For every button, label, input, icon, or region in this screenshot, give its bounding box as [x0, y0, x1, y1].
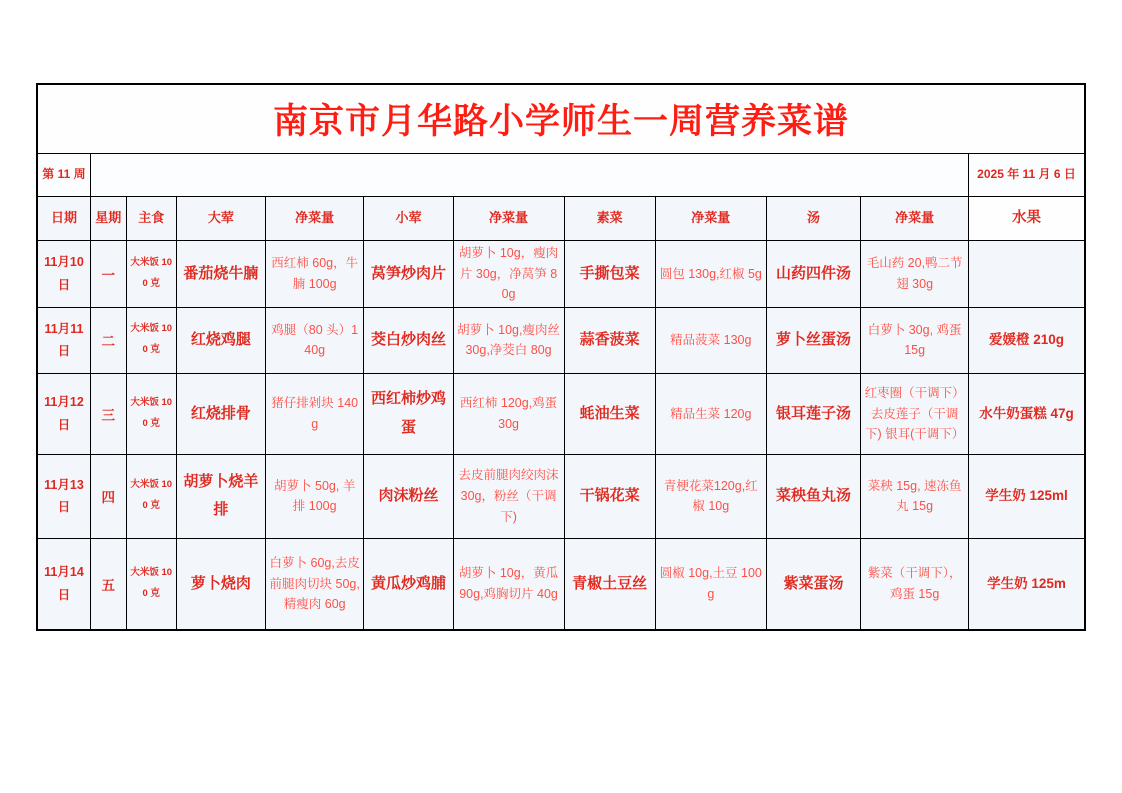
cell-veg-qty: 圆包 130g,红椒 5g [655, 241, 766, 308]
title-cell [37, 84, 1085, 154]
cell-staple: 大米饭 100 克 [126, 538, 176, 630]
cell-small-dish: 肉沫粉丝 [364, 454, 453, 538]
table-row-wednesday [37, 373, 1085, 454]
cell-soup: 银耳莲子汤 [766, 373, 860, 454]
cell-soup: 山药四件汤 [766, 241, 860, 308]
menu-table [36, 83, 1086, 631]
week-spacer-cell [90, 154, 968, 197]
col-header-date: 日期 [37, 197, 90, 241]
cell-main-dish: 萝卜烧肉 [176, 538, 265, 630]
cell-small-qty: 胡萝卜 10g，黄瓜 90g,鸡胸切片 40g [453, 538, 564, 630]
table-row-thursday [37, 454, 1085, 538]
cell-soup: 萝卜丝蛋汤 [766, 307, 860, 373]
cell-weekday: 一 [90, 241, 126, 308]
cell-weekday: 四 [90, 454, 126, 538]
cell-fruit: 爱媛橙 210g [969, 307, 1085, 373]
table-row-tuesday [37, 307, 1085, 373]
date-cell: 2025 年 11 月 6 日 [969, 154, 1085, 197]
cell-soup: 紫菜蛋汤 [766, 538, 860, 630]
cell-soup-qty: 红枣圈（干调下）去皮莲子（干调下) 银耳(干调下） [861, 373, 969, 454]
cell-small-dish: 黄瓜炒鸡脯 [364, 538, 453, 630]
cell-veg-qty: 精品生菜 120g [655, 373, 766, 454]
cell-veg-dish: 干锅花菜 [564, 454, 655, 538]
cell-weekday: 五 [90, 538, 126, 630]
cell-date: 11月13日 [37, 454, 90, 538]
cell-small-qty: 胡萝卜 10g,瘦肉丝 30g,净茭白 80g [453, 307, 564, 373]
cell-main-qty: 胡萝卜 50g, 羊排 100g [265, 454, 364, 538]
cell-soup-qty: 菜秧 15g, 速冻鱼丸 15g [861, 454, 969, 538]
cell-main-dish: 番茄烧牛腩 [176, 241, 265, 308]
col-header-small-dish: 小荤 [364, 197, 453, 241]
cell-small-dish: 茭白炒肉丝 [364, 307, 453, 373]
cell-staple: 大米饭 100 克 [126, 307, 176, 373]
cell-main-qty: 猪仔排剁块 140g [265, 373, 364, 454]
cell-small-qty: 去皮前腿肉绞肉沫 30g，粉丝（干调下) [453, 454, 564, 538]
cell-veg-dish: 手撕包菜 [564, 241, 655, 308]
table-row-monday [37, 241, 1085, 308]
cell-veg-qty: 精品菠菜 130g [655, 307, 766, 373]
cell-main-qty: 西红柿 60g，牛腩 100g [265, 241, 364, 308]
week-row [37, 154, 1085, 197]
cell-veg-qty: 青梗花菜120g,红椒 10g [655, 454, 766, 538]
cell-small-qty: 西红柿 120g,鸡蛋 30g [453, 373, 564, 454]
col-header-fruit: 水果 [969, 197, 1085, 241]
cell-date: 11月12日 [37, 373, 90, 454]
table-row-friday [37, 538, 1085, 630]
cell-soup-qty: 紫菜（干调下），鸡蛋 15g [861, 538, 969, 630]
cell-staple: 大米饭 100 克 [126, 454, 176, 538]
cell-fruit: 水牛奶蛋糕 47g [969, 373, 1085, 454]
col-header-soup-qty: 净菜量 [861, 197, 969, 241]
cell-veg-qty: 圆椒 10g,土豆 100g [655, 538, 766, 630]
cell-veg-dish: 蚝油生菜 [564, 373, 655, 454]
cell-main-qty: 鸡腿（80 头）140g [265, 307, 364, 373]
cell-weekday: 三 [90, 373, 126, 454]
col-header-staple: 主食 [126, 197, 176, 241]
col-header-main-qty: 净菜量 [265, 197, 364, 241]
cell-main-dish: 红烧排骨 [176, 373, 265, 454]
cell-soup-qty: 白萝卜 30g, 鸡蛋 15g [861, 307, 969, 373]
col-header-main-dish: 大荤 [176, 197, 265, 241]
col-header-veg-qty: 净菜量 [655, 197, 766, 241]
cell-main-dish: 红烧鸡腿 [176, 307, 265, 373]
cell-date: 11月14日 [37, 538, 90, 630]
cell-small-qty: 胡萝卜 10g，瘦肉片 30g，净莴笋 80g [453, 241, 564, 308]
cell-veg-dish: 青椒土豆丝 [564, 538, 655, 630]
cell-fruit: 学生奶 125m [969, 538, 1085, 630]
cell-weekday: 二 [90, 307, 126, 373]
cell-main-qty: 白萝卜 60g,去皮前腿肉切块 50g,精瘦肉 60g [265, 538, 364, 630]
cell-soup: 菜秧鱼丸汤 [766, 454, 860, 538]
title-row [37, 84, 1085, 154]
col-header-small-qty: 净菜量 [453, 197, 564, 241]
menu-sheet [36, 83, 1086, 631]
col-header-veg-dish: 素菜 [564, 197, 655, 241]
page-title: 南京市月华路小学师生一周营养菜谱 [272, 101, 849, 142]
cell-small-dish: 西红柿炒鸡蛋 [364, 373, 453, 454]
col-header-soup: 汤 [766, 197, 860, 241]
cell-veg-dish: 蒜香菠菜 [564, 307, 655, 373]
header-row [37, 197, 1085, 241]
cell-main-dish: 胡萝卜烧羊排 [176, 454, 265, 538]
cell-staple: 大米饭 100 克 [126, 373, 176, 454]
cell-soup-qty: 毛山药 20,鸭二节翅 30g [861, 241, 969, 308]
cell-date: 11月11日 [37, 307, 90, 373]
week-number-cell: 第 11 周 [37, 154, 90, 197]
cell-staple: 大米饭 100 克 [126, 241, 176, 308]
col-header-weekday: 星期 [90, 197, 126, 241]
cell-date: 11月10日 [37, 241, 90, 308]
cell-small-dish: 莴笋炒肉片 [364, 241, 453, 308]
cell-fruit [969, 241, 1085, 308]
cell-fruit: 学生奶 125ml [969, 454, 1085, 538]
